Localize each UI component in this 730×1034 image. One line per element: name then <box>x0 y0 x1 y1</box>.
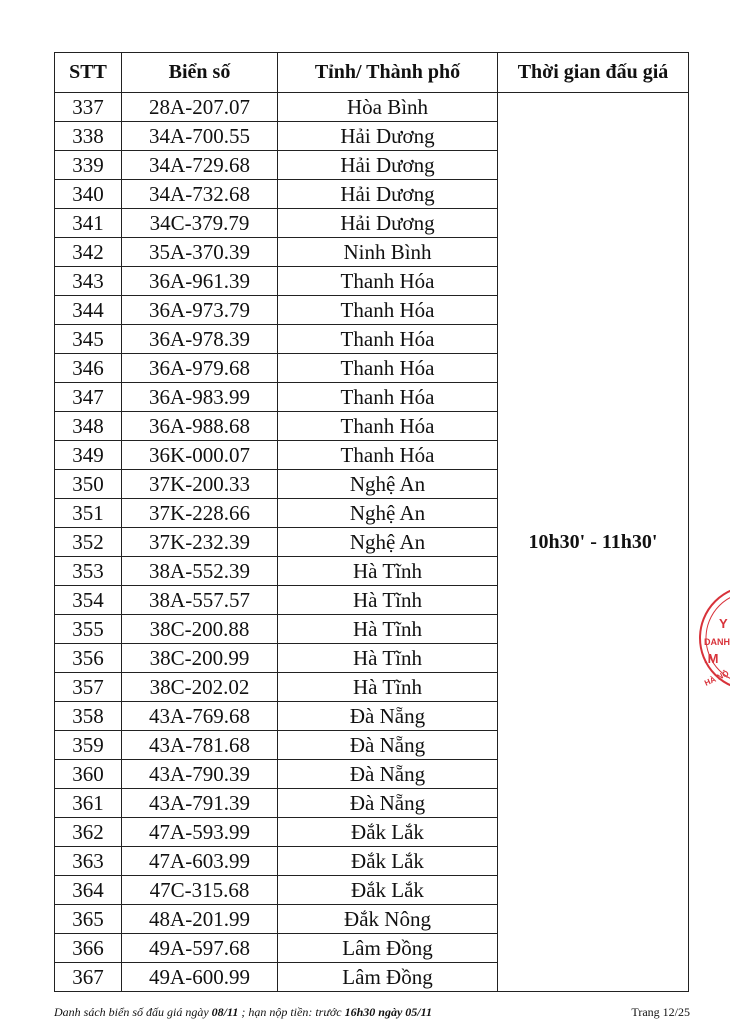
cell-stt: 355 <box>55 615 122 644</box>
header-plate: Biển số <box>122 53 278 93</box>
red-seal-stamp <box>694 578 730 698</box>
page-number: Trang 12/25 <box>631 1005 690 1019</box>
cell-plate: 49A-597.68 <box>122 934 278 963</box>
cell-province: Đà Nẵng <box>278 760 498 789</box>
cell-plate: 36A-973.79 <box>122 296 278 325</box>
cell-plate: 28A-207.07 <box>122 93 278 122</box>
cell-province: Hà Tĩnh <box>278 557 498 586</box>
cell-stt: 350 <box>55 470 122 499</box>
stamp-fragment-3: .M <box>704 651 719 666</box>
cell-plate: 47A-603.99 <box>122 847 278 876</box>
footer-date: 08/11 <box>211 1005 239 1019</box>
cell-plate: 38A-557.57 <box>122 586 278 615</box>
cell-stt: 351 <box>55 499 122 528</box>
cell-plate: 43A-790.39 <box>122 760 278 789</box>
cell-province: Ninh Bình <box>278 238 498 267</box>
cell-stt: 348 <box>55 412 122 441</box>
cell-stt: 359 <box>55 731 122 760</box>
cell-stt: 340 <box>55 180 122 209</box>
cell-province: Nghệ An <box>278 499 498 528</box>
cell-plate: 43A-791.39 <box>122 789 278 818</box>
cell-province: Thanh Hóa <box>278 412 498 441</box>
cell-stt: 339 <box>55 151 122 180</box>
cell-province: Lâm Đồng <box>278 934 498 963</box>
cell-province: Thanh Hóa <box>278 354 498 383</box>
header-stt: STT <box>55 53 122 93</box>
cell-stt: 365 <box>55 905 122 934</box>
cell-stt: 362 <box>55 818 122 847</box>
cell-province: Đà Nẵng <box>278 702 498 731</box>
cell-plate: 36A-983.99 <box>122 383 278 412</box>
cell-stt: 367 <box>55 963 122 992</box>
cell-plate: 36A-979.68 <box>122 354 278 383</box>
cell-stt: 364 <box>55 876 122 905</box>
cell-auction-time: 10h30' - 11h30' <box>498 93 689 992</box>
cell-plate: 37K-228.66 <box>122 499 278 528</box>
cell-plate: 38C-200.88 <box>122 615 278 644</box>
cell-stt: 357 <box>55 673 122 702</box>
cell-stt: 346 <box>55 354 122 383</box>
cell-province: Thanh Hóa <box>278 325 498 354</box>
footer-middle: ; hạn nộp tiền: trước <box>238 1005 345 1019</box>
table-body <box>55 93 689 992</box>
cell-plate: 37K-232.39 <box>122 528 278 557</box>
cell-stt: 338 <box>55 122 122 151</box>
cell-plate: 38A-552.39 <box>122 557 278 586</box>
cell-stt: 341 <box>55 209 122 238</box>
cell-stt: 363 <box>55 847 122 876</box>
cell-plate: 34A-700.55 <box>122 122 278 151</box>
cell-province: Nghệ An <box>278 470 498 499</box>
cell-plate: 47A-593.99 <box>122 818 278 847</box>
cell-province: Đà Nẵng <box>278 789 498 818</box>
cell-plate: 48A-201.99 <box>122 905 278 934</box>
cell-plate: 37K-200.33 <box>122 470 278 499</box>
cell-plate: 38C-202.02 <box>122 673 278 702</box>
cell-stt: 360 <box>55 760 122 789</box>
footer-prefix: Danh sách biển số đấu giá ngày <box>54 1005 212 1019</box>
cell-plate: 43A-781.68 <box>122 731 278 760</box>
cell-province: Hòa Bình <box>278 93 498 122</box>
cell-plate: 43A-769.68 <box>122 702 278 731</box>
cell-province: Đắk Nông <box>278 905 498 934</box>
cell-stt: 353 <box>55 557 122 586</box>
cell-plate: 38C-200.99 <box>122 644 278 673</box>
header-province: Tỉnh/ Thành phố <box>278 53 498 93</box>
cell-plate: 36A-978.39 <box>122 325 278 354</box>
cell-stt: 349 <box>55 441 122 470</box>
cell-plate: 47C-315.68 <box>122 876 278 905</box>
cell-plate: 34A-732.68 <box>122 180 278 209</box>
cell-stt: 344 <box>55 296 122 325</box>
cell-plate: 36A-988.68 <box>122 412 278 441</box>
cell-stt: 356 <box>55 644 122 673</box>
cell-province: Hải Dương <box>278 209 498 238</box>
cell-plate: 49A-600.99 <box>122 963 278 992</box>
plate-auction-table <box>54 52 689 992</box>
cell-stt: 342 <box>55 238 122 267</box>
cell-plate: 34A-729.68 <box>122 151 278 180</box>
footer-deadline: 16h30 ngày 05/11 <box>344 1005 432 1019</box>
cell-stt: 343 <box>55 267 122 296</box>
cell-plate: 35A-370.39 <box>122 238 278 267</box>
cell-province: Hà Tĩnh <box>278 644 498 673</box>
stamp-fragment-2: DANH <box>704 637 730 647</box>
cell-plate: 34C-379.79 <box>122 209 278 238</box>
cell-province: Thanh Hóa <box>278 267 498 296</box>
table-row <box>55 93 689 122</box>
footer-note <box>54 1005 432 1020</box>
table-header-row <box>55 53 689 93</box>
cell-province: Hải Dương <box>278 122 498 151</box>
header-auction-time: Thời gian đấu giá <box>498 53 689 93</box>
cell-province: Lâm Đồng <box>278 963 498 992</box>
cell-province: Đắk Lắk <box>278 847 498 876</box>
cell-stt: 347 <box>55 383 122 412</box>
cell-province: Hà Tĩnh <box>278 615 498 644</box>
cell-province: Đắk Lắk <box>278 876 498 905</box>
cell-province: Hải Dương <box>278 180 498 209</box>
cell-province: Nghệ An <box>278 528 498 557</box>
stamp-fragment-4: HÀ NỘ <box>703 668 730 688</box>
cell-stt: 361 <box>55 789 122 818</box>
cell-province: Hà Tĩnh <box>278 586 498 615</box>
cell-province: Đà Nẵng <box>278 731 498 760</box>
cell-stt: 354 <box>55 586 122 615</box>
cell-province: Đắk Lắk <box>278 818 498 847</box>
cell-stt: 337 <box>55 93 122 122</box>
cell-stt: 358 <box>55 702 122 731</box>
cell-stt: 345 <box>55 325 122 354</box>
cell-province: Thanh Hóa <box>278 296 498 325</box>
cell-stt: 352 <box>55 528 122 557</box>
cell-province: Thanh Hóa <box>278 441 498 470</box>
cell-province: Hải Dương <box>278 151 498 180</box>
cell-plate: 36K-000.07 <box>122 441 278 470</box>
cell-province: Thanh Hóa <box>278 383 498 412</box>
cell-province: Hà Tĩnh <box>278 673 498 702</box>
cell-plate: 36A-961.39 <box>122 267 278 296</box>
cell-stt: 366 <box>55 934 122 963</box>
stamp-fragment-1: Y <box>719 616 728 631</box>
